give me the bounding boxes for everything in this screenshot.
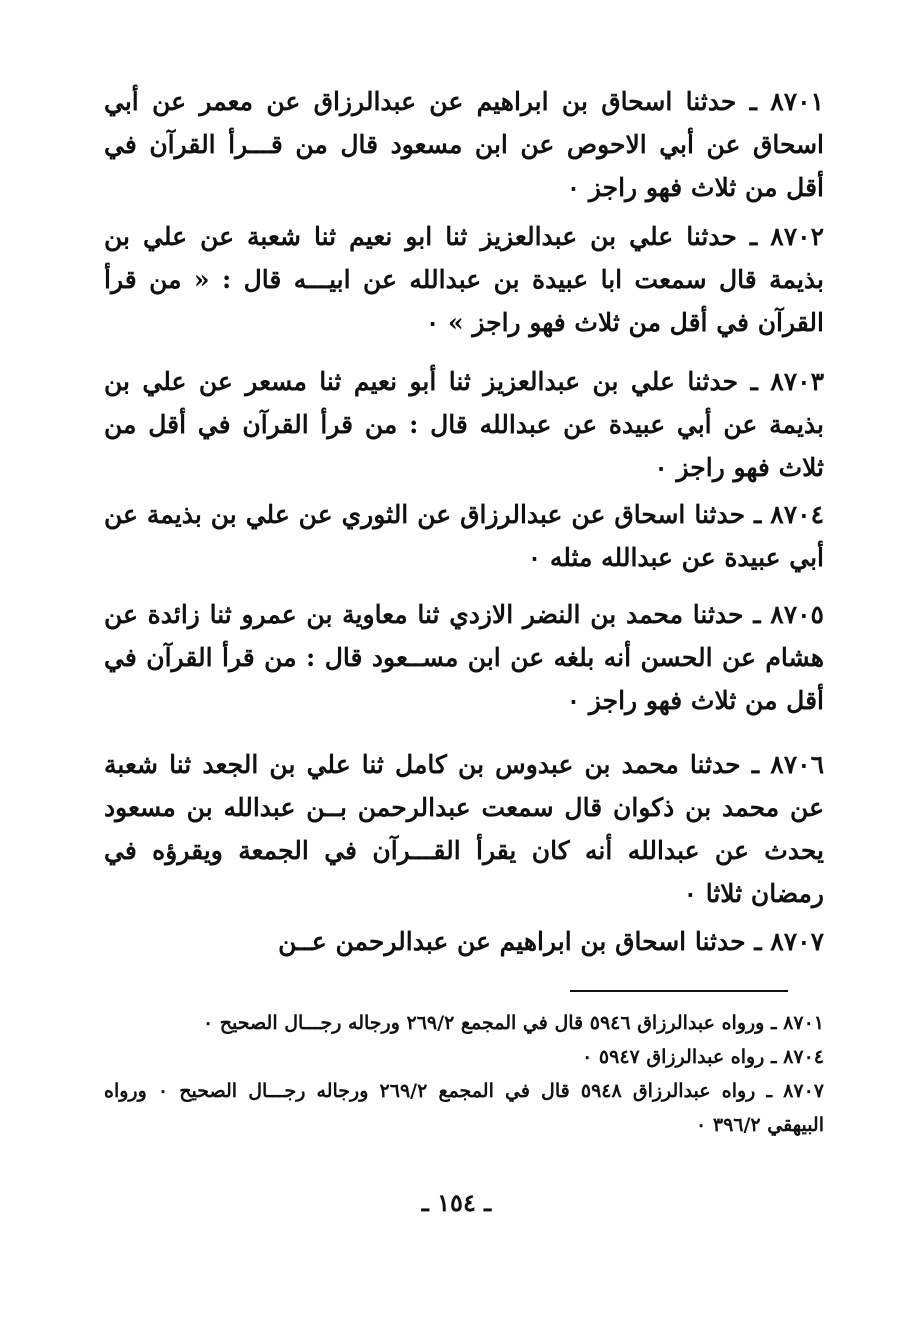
entry-paragraph bbox=[104, 80, 824, 209]
entry-paragraph bbox=[104, 920, 824, 963]
entry-text: ـ حدثنا اسحاق عن عبدالرزاق عن الثوري عن علي بن بذيمة عن أبي عبيدة عن عبدالله مثله ٠ bbox=[104, 500, 824, 572]
footnote-8704 bbox=[104, 1040, 824, 1074]
entry-text: ـ حدثنا محمد بن النضر الازدي ثنا معاوية بن عمرو ثنا زائدة عن هشام عن الحسن أنه بلغه عن ابن مســعود قال : من قرأ القرآن في أقل من ثلاث فهو راجز ٠ bbox=[104, 600, 824, 715]
entry-number: ٨٧٠١ bbox=[770, 87, 824, 116]
footnote-number: ٨٧٠١ bbox=[783, 1012, 824, 1034]
footnote-divider bbox=[570, 990, 788, 992]
entry-number: ٨٧٠٣ bbox=[770, 367, 824, 396]
entry-paragraph bbox=[104, 593, 824, 722]
entry-paragraph bbox=[104, 215, 824, 344]
footnote-text: ـ رواه عبدالرزاق ٥٩٤٨ قال في المجمع ٢٦٩/٢ ورجاله رجـــال الصحيح ٠ ورواه البيهقي ٣٩٦/٢ ٠ bbox=[104, 1080, 824, 1136]
entry-8706 bbox=[104, 743, 824, 915]
entry-paragraph bbox=[104, 360, 824, 489]
entry-8703 bbox=[104, 360, 824, 489]
entry-8704 bbox=[104, 493, 824, 579]
entry-number: ٨٧٠٦ bbox=[770, 750, 824, 779]
entry-8707 bbox=[104, 920, 824, 963]
footnote-text: ـ رواه عبدالرزاق ٥٩٤٧ ٠ bbox=[582, 1046, 777, 1068]
footnote-8701 bbox=[104, 1006, 824, 1040]
entry-number: ٨٧٠٥ bbox=[770, 600, 824, 629]
footnotes bbox=[104, 1006, 824, 1142]
footnote-text: ـ ورواه عبدالرزاق ٥٩٤٦ قال في المجمع ٢٦٩/٢ ورجاله رجـــال الصحيح ٠ bbox=[202, 1012, 777, 1034]
footnote-number: ٨٧٠٧ bbox=[783, 1080, 824, 1102]
entry-8702 bbox=[104, 215, 824, 344]
footnote-number: ٨٧٠٤ bbox=[783, 1046, 824, 1068]
entry-text: ـ حدثنا محمد بن عبدوس بن كامل ثنا علي بن الجعد ثنا شعبة عن محمد بن ذكوان قال سمعت عبدالرحمن بــن عبدالله بن مسعود يحدث عن عبدالله أنه كان يقرأ القـــرآن في الجمعة ويقرؤه في رمضان ثلاثا ٠ bbox=[104, 750, 824, 908]
entry-text: ـ حدثنا اسحاق بن ابراهيم عن عبدالرحمن عــن bbox=[278, 927, 762, 956]
entry-number: ٨٧٠٧ bbox=[770, 927, 824, 956]
page-number: ـ ١٥٤ ـ bbox=[421, 1188, 492, 1217]
entry-paragraph bbox=[104, 743, 824, 915]
entry-text: ـ حدثنا علي بن عبدالعزيز ثنا أبو نعيم ثنا مسعر عن علي بن بذيمة عن أبي عبيدة عن عبدالله قال : من قرأ القرآن في أقل من ثلاث فهو راجز ٠ bbox=[104, 367, 824, 482]
entry-number: ٨٧٠٢ bbox=[770, 222, 824, 251]
entry-number: ٨٧٠٤ bbox=[770, 500, 824, 529]
entry-text: ـ حدثنا اسحاق بن ابراهيم عن عبدالرزاق عن معمر عن أبي اسحاق عن أبي الاحوص عن ابن مسعود قال من قـــرأ القرآن في أقل من ثلاث فهو راجز ٠ bbox=[104, 87, 824, 202]
entry-text: ـ حدثنا علي بن عبدالعزيز ثنا ابو نعيم ثنا شعبة عن علي بن بذيمة قال سمعت ابا عبيدة بن عبدالله عن ابيـــه قال : « من قرأ القرآن في أقل من ثلاث فهو راجز » ٠ bbox=[104, 222, 824, 337]
footnote-8707 bbox=[104, 1074, 824, 1142]
entry-8705 bbox=[104, 593, 824, 722]
entry-paragraph bbox=[104, 493, 824, 579]
entry-8701 bbox=[104, 80, 824, 209]
